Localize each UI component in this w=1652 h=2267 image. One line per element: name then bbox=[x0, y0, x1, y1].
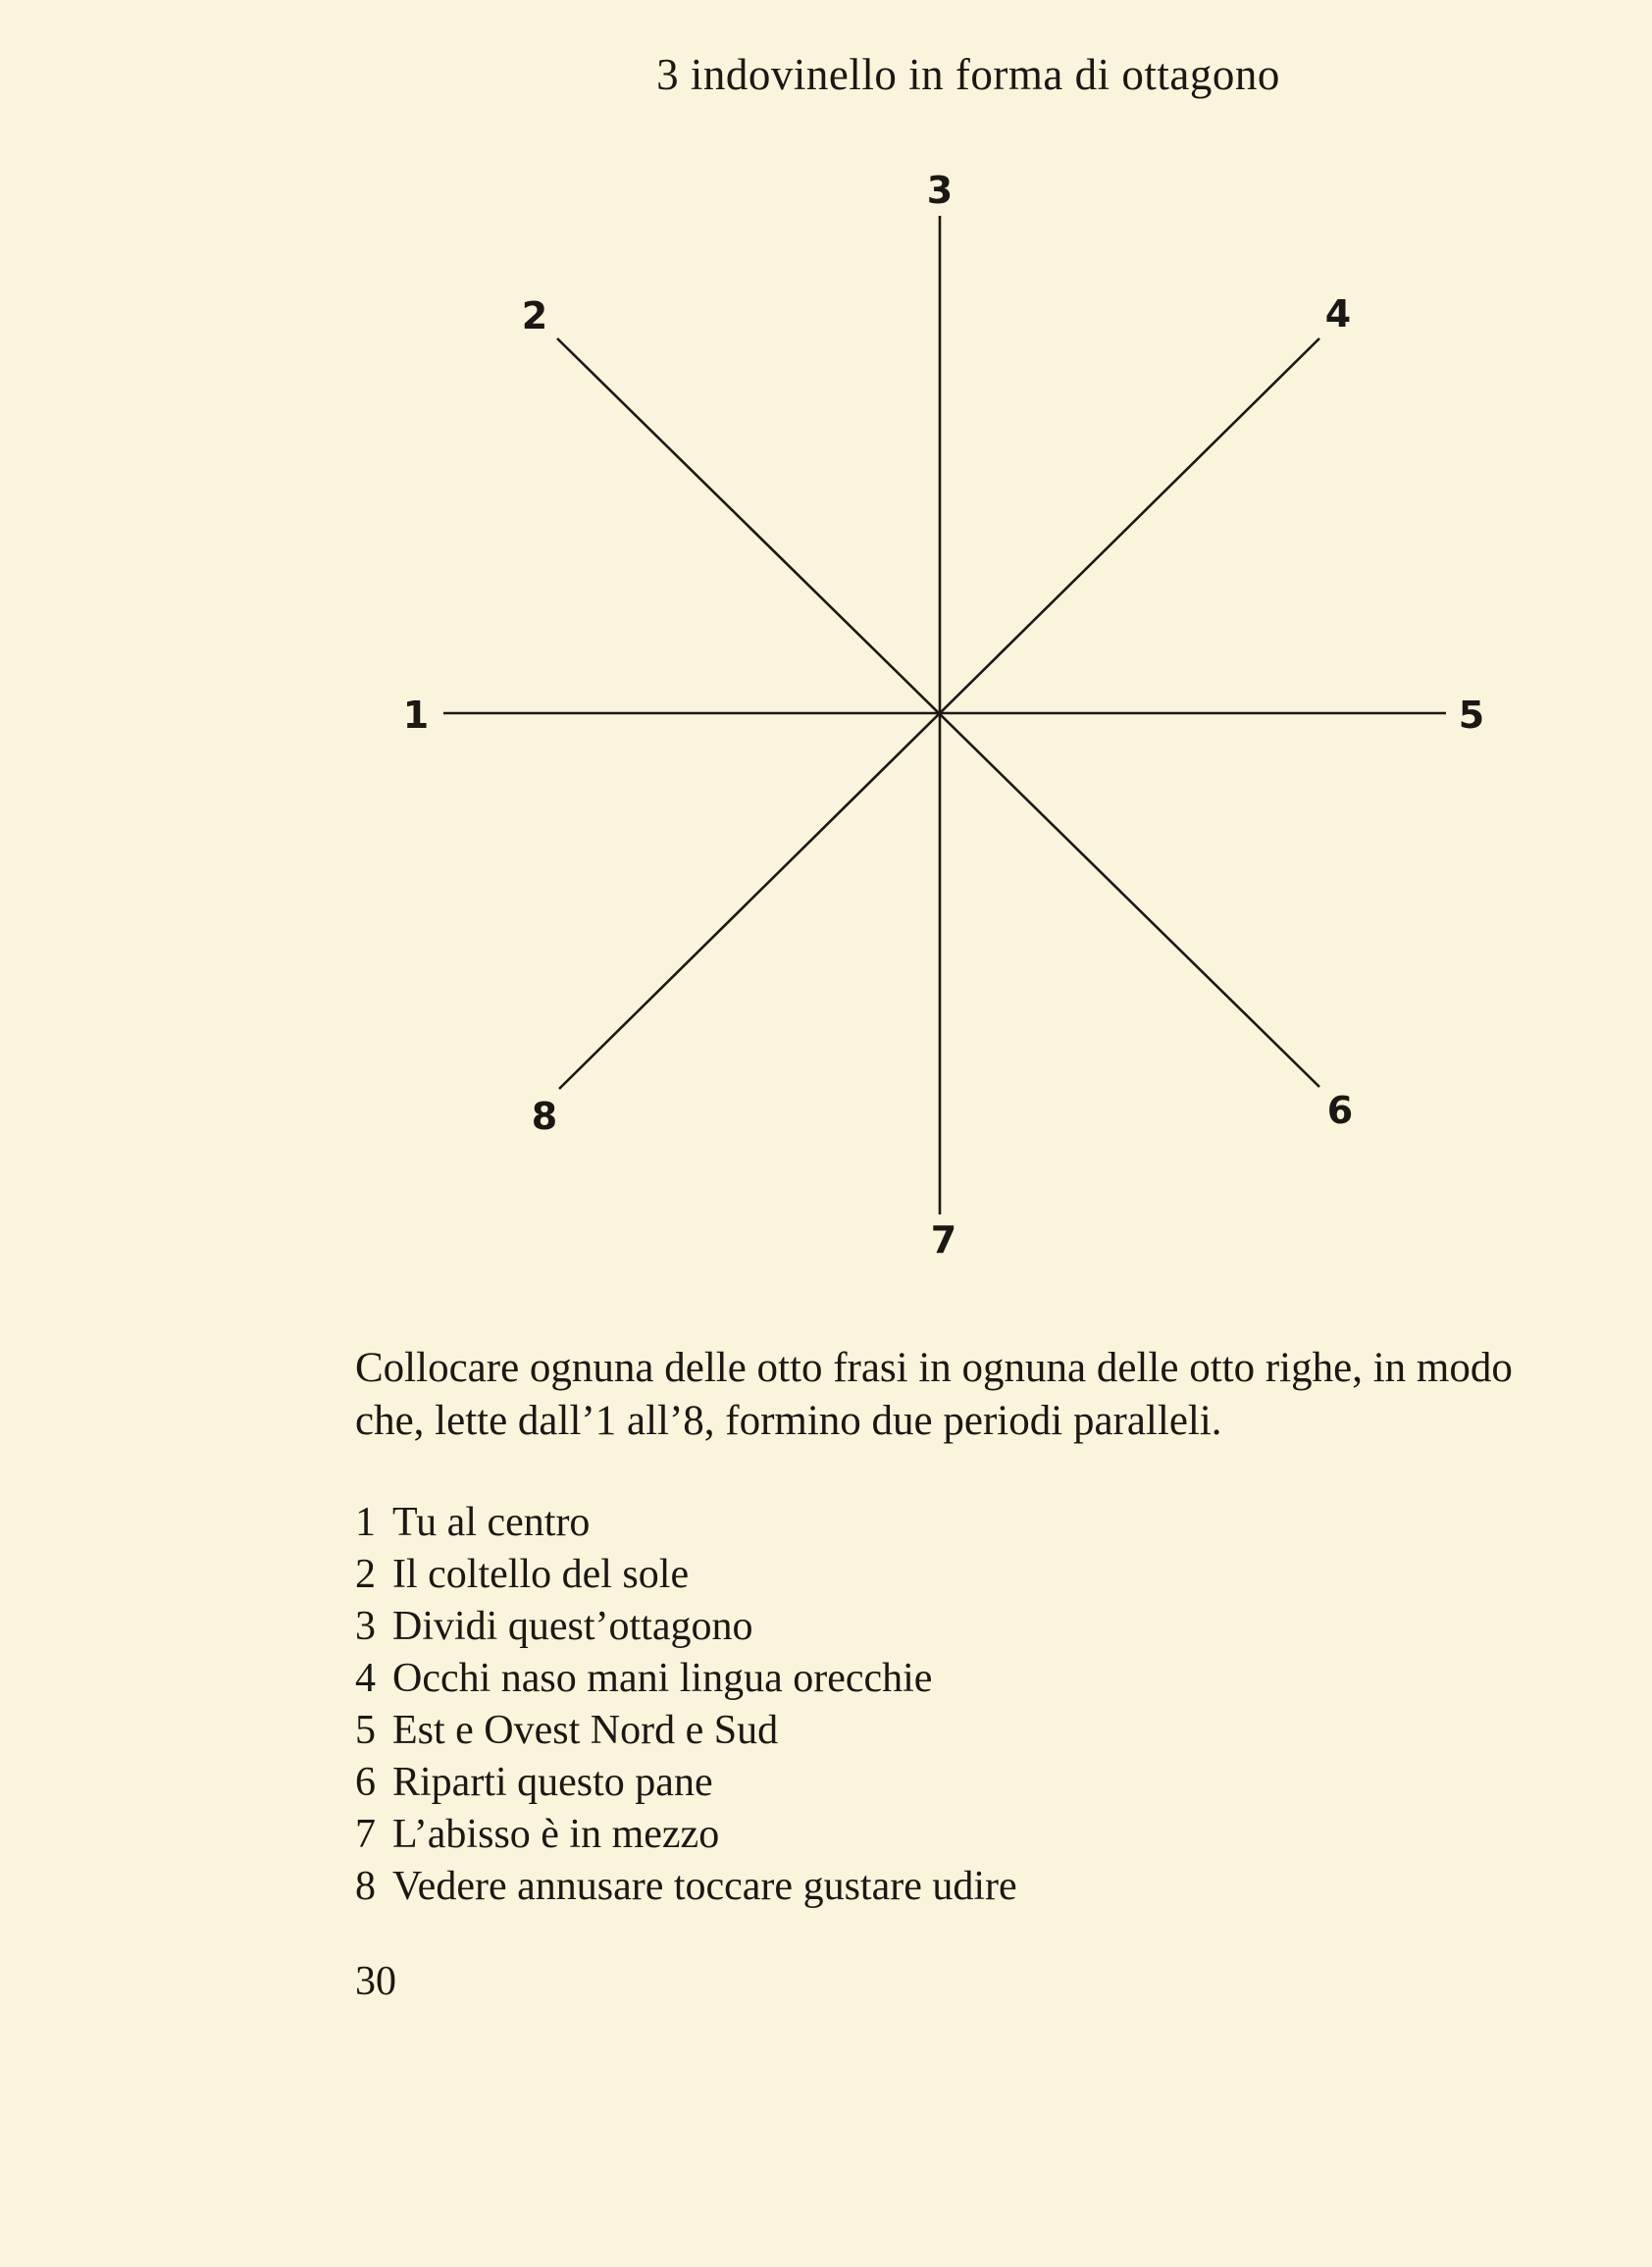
phrase-text: Est e Ovest Nord e Sud bbox=[392, 1708, 779, 1753]
phrase-number: 7 bbox=[355, 1812, 376, 1857]
phrase-number: 3 bbox=[355, 1604, 376, 1649]
label-2: 2 bbox=[521, 294, 548, 337]
list-item bbox=[355, 1653, 1017, 1705]
phrase-text: Tu al centro bbox=[392, 1500, 591, 1545]
phrase-number: 6 bbox=[355, 1760, 376, 1805]
list-item bbox=[355, 1549, 1017, 1601]
list-item bbox=[355, 1757, 1017, 1809]
label-3: 3 bbox=[926, 169, 954, 212]
list-item bbox=[355, 1497, 1017, 1549]
page-title: 3 indovinello in forma di ottagono bbox=[656, 50, 1280, 99]
list-item bbox=[355, 1705, 1017, 1757]
instructions-text: Collocare ognuna delle otto frasi in ognuna delle otto righe, in modo che, lette dall’1 all’8, formino due periodi paralleli. bbox=[355, 1345, 1513, 1444]
label-7: 7 bbox=[930, 1218, 957, 1262]
list-item bbox=[355, 1809, 1017, 1861]
phrase-list bbox=[355, 1497, 1017, 1913]
phrase-number: 2 bbox=[355, 1552, 376, 1597]
phrase-number: 5 bbox=[355, 1708, 376, 1753]
page-number: 30 bbox=[355, 1959, 396, 2004]
phrase-number: 1 bbox=[355, 1500, 376, 1545]
phrase-text: Il coltello del sole bbox=[392, 1552, 690, 1597]
phrase-text: Dividi quest’ottagono bbox=[392, 1604, 753, 1649]
label-1: 1 bbox=[402, 694, 430, 737]
phrase-text: Occhi naso mani lingua orecchie bbox=[392, 1656, 933, 1701]
phrase-text: Riparti questo pane bbox=[392, 1760, 713, 1805]
phrase-text: Vedere annusare toccare gustare udire bbox=[392, 1864, 1017, 1909]
label-8: 8 bbox=[531, 1095, 558, 1138]
phrase-text: L’abisso è in mezzo bbox=[392, 1812, 720, 1857]
label-5: 5 bbox=[1458, 694, 1485, 737]
phrase-number: 4 bbox=[355, 1656, 376, 1701]
list-item bbox=[355, 1861, 1017, 1913]
label-6: 6 bbox=[1326, 1089, 1354, 1132]
list-item bbox=[355, 1601, 1017, 1653]
phrase-number: 8 bbox=[355, 1864, 376, 1909]
label-4: 4 bbox=[1324, 292, 1352, 335]
